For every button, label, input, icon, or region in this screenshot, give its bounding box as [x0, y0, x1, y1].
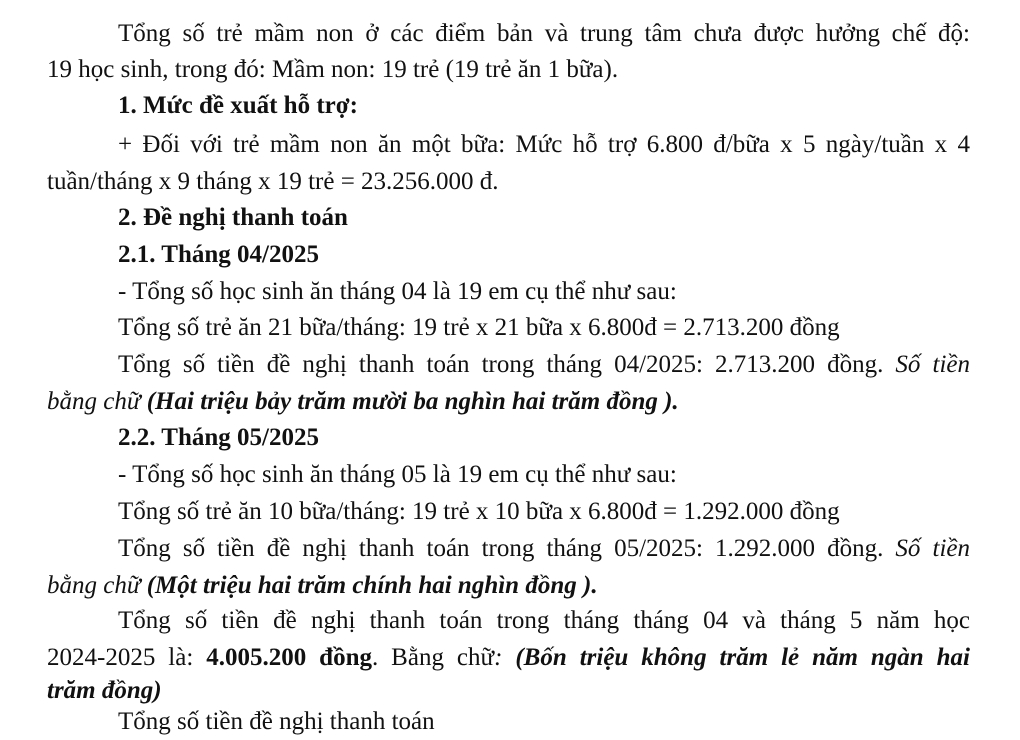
section-2-heading: 2. Đề nghị thanh toán	[118, 204, 348, 231]
grand-total-amount: 4.005.200 đồng	[206, 644, 372, 671]
april-total-line	[118, 347, 970, 383]
grand-total-words: (Bốn triệu không trăm lẻ năm ngàn hai	[515, 644, 970, 671]
april-students-line: - Tổng số học sinh ăn tháng 04 là 19 em cụ thể như sau:	[118, 278, 677, 305]
intro-line-1: Tổng số trẻ mầm non ở các điểm bản và trung tâm chưa được hưởng chế độ:	[118, 20, 970, 47]
subsection-2-2-heading: 2.2. Tháng 05/2025	[118, 424, 319, 451]
may-words-line	[47, 568, 598, 604]
grand-total-line-2	[47, 640, 970, 676]
subsection-2-1-heading: 2.1. Tháng 04/2025	[118, 241, 319, 268]
intro-line-2: 19 học sinh, trong đó: Mầm non: 19 trẻ (19 trẻ ăn 1 bữa).	[47, 56, 619, 83]
may-students-line: - Tổng số học sinh ăn tháng 05 là 19 em cụ thể như sau:	[118, 461, 677, 488]
grand-total-words-label: . Bằng chữ	[371, 644, 495, 671]
april-amount-in-words-label: Số tiền	[895, 351, 970, 378]
grand-total-colon: :	[494, 644, 516, 671]
partial-next-line	[118, 704, 435, 735]
may-amount-in-words-label: Số tiền	[895, 535, 970, 562]
may-words-label: bằng chữ	[47, 572, 147, 599]
april-calc-line: Tổng số trẻ ăn 21 bữa/tháng: 19 trẻ x 21 bữa x 6.800đ = 2.713.200 đồng	[118, 314, 840, 341]
may-amount-in-words: (Một triệu hai trăm chính hai nghìn đồng ).	[146, 572, 598, 599]
may-calc-line: Tổng số trẻ ăn 10 bữa/tháng: 19 trẻ x 10 bữa x 6.800đ = 1.292.000 đồng	[118, 498, 840, 525]
april-total-text: Tổng số tiền đề nghị thanh toán trong tháng 04/2025: 2.713.200 đồng.	[118, 351, 896, 378]
support-level-line-2: tuần/tháng x 9 tháng x 19 trẻ = 23.256.000 đ.	[47, 168, 499, 195]
partial-next-line-text: Tổng số tiền đề nghị thanh toán	[118, 708, 435, 735]
section-1-heading: 1. Mức đề xuất hỗ trợ:	[118, 92, 358, 119]
april-amount-in-words: (Hai triệu bảy trăm mười ba nghìn hai trăm đồng ).	[146, 388, 679, 415]
grand-total-line-3: trăm đồng)	[47, 677, 162, 704]
april-words-label: bằng chữ	[47, 388, 147, 415]
may-total-text: Tổng số tiền đề nghị thanh toán trong tháng 05/2025: 1.292.000 đồng.	[118, 535, 896, 562]
grand-total-prefix: 2024-2025 là:	[47, 644, 207, 671]
grand-total-line-1: Tổng số tiền đề nghị thanh toán trong tháng tháng 04 và tháng 5 năm học	[118, 607, 970, 634]
april-words-line	[47, 384, 679, 420]
may-total-line	[118, 531, 970, 567]
support-level-line-1: + Đối với trẻ mầm non ăn một bữa: Mức hỗ trợ 6.800 đ/bữa x 5 ngày/tuần x 4	[118, 131, 970, 158]
